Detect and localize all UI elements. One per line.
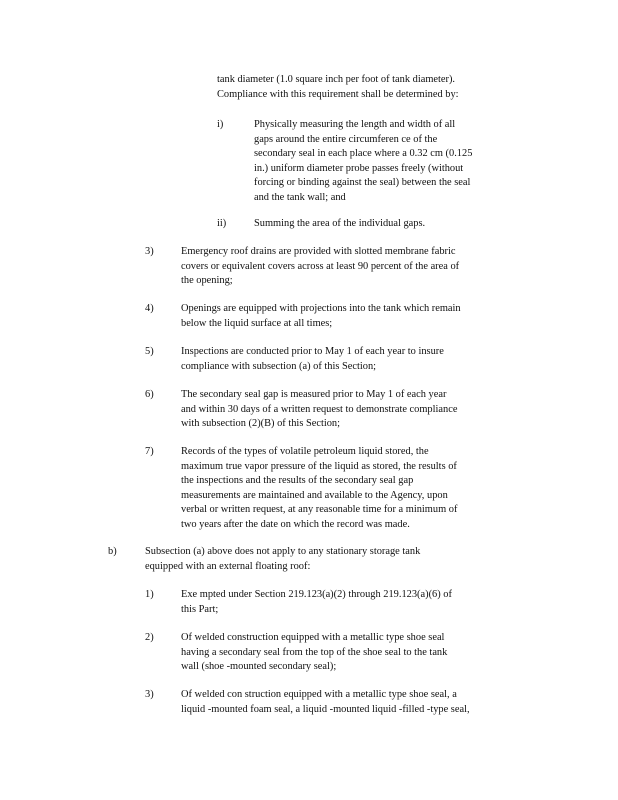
list-item-text [181,688,506,717]
list-item-text [181,388,506,432]
section-marker: b) [108,546,117,557]
text-line: two years after the date on which the record was made. [181,518,410,530]
text-line: wall (shoe -mounted secondary seal); [181,661,337,672]
list-item-text [181,445,506,532]
text-line: Inspections are conducted prior to May 1 of each year to insure [181,346,444,357]
list-marker: 4) [145,303,154,314]
section-text [145,545,475,574]
list-marker: 6) [145,389,154,400]
list-item-text [254,118,504,205]
list-marker: 7) [145,446,154,457]
list-item-text [254,217,504,232]
text-line: covers or equivalent covers across at least 90 percent of the area of [181,260,460,272]
text-line: and within 30 days of a written request to demonstrate compliance [181,403,458,415]
text-line: measurements are maintained and available to the Agency, upon [181,489,448,501]
text-line: secondary seal in each place where a 0.32 cm (0.125 [254,148,473,159]
text-line: having a secondary seal from the top of the shoe seal to the tank [181,646,448,658]
text-line: verbal or written request, at any reasonable time for a minimum of [181,504,458,515]
text-line: compliance with subsection (a) of this Section; [181,360,377,372]
text-line: in.) uniform diameter probe passes freely (without [254,162,464,174]
text-line: tank diameter (1.0 square inch per foot of tank diameter). [217,74,456,85]
text-line: the opening; [181,275,233,286]
text-line: this Part; [181,603,219,615]
text-line: Exe mpted under Section 219.123(a)(2) through 219.123(a)(6) of [181,589,452,600]
text-line: Records of the types of volatile petroleum liquid stored, the [181,446,429,457]
text-line: liquid -mounted foam seal, a liquid -mounted liquid -filled -type seal, [181,703,470,715]
text-line: Compliance with this requirement shall be determined by: [217,88,459,100]
list-item-text [181,302,506,331]
text-line: gaps around the entire circumferen ce of the [254,133,438,145]
list-marker: 2) [145,632,154,643]
text-line: and the tank wall; and [254,191,346,203]
text-line: Subsection (a) above does not apply to any stationary storage tank [145,546,421,557]
list-item-text [181,631,506,675]
list-item-text [181,245,506,289]
text-line: Emergency roof drains are provided with slotted membrane fabric [181,246,456,257]
list-marker: ii) [217,218,227,229]
list-marker: 1) [145,589,154,600]
text-line: the inspections and the results of the secondary seal gap [181,475,414,486]
text-line: equipped with an external floating roof: [145,560,311,572]
list-marker: 3) [145,246,154,257]
text-line: maximum true vapor pressure of the liquid as stored, the results of [181,460,457,472]
intro-paragraph [217,73,507,102]
list-marker: i) [217,119,224,130]
text-line: Physically measuring the length and width of all [254,119,456,130]
text-line: below the liquid surface at all times; [181,317,333,329]
list-marker: 3) [145,689,154,700]
text-line: Openings are equipped with projections into the tank which remain [181,303,461,314]
list-item-text [181,588,506,617]
text-line: The secondary seal gap is measured prior to May 1 of each year [181,389,447,400]
list-marker: 5) [145,346,154,357]
text-line: Summing the area of the individual gaps. [254,218,426,229]
text-line: with subsection (2)(B) of this Section; [181,418,341,429]
list-item-text [181,345,506,374]
text-line: forcing or binding against the seal) between the seal [254,177,471,188]
text-line: Of welded construction equipped with a metallic type shoe seal [181,632,445,643]
text-line: Of welded con struction equipped with a metallic type shoe seal, a [181,689,457,700]
